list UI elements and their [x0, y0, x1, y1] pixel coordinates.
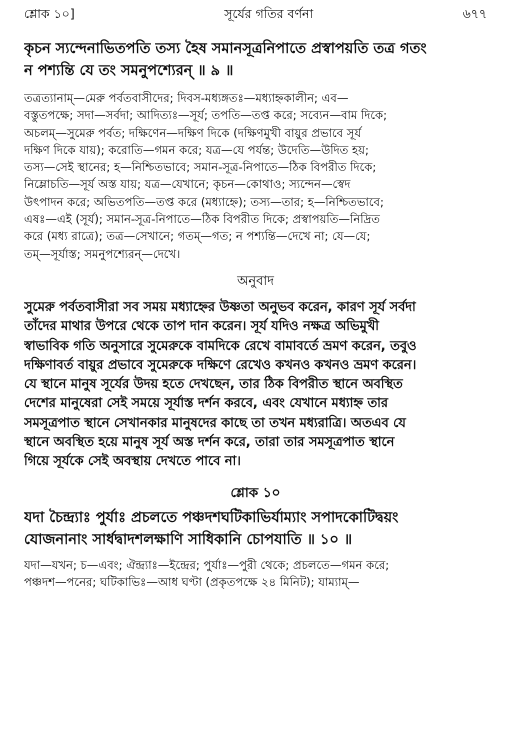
verse-line: কৃচন স্যন্দেনাভিতপতি তস্য হৈষ সমানসূত্রনিপাতে প্রস্বাপয়তি তত্র গতং	[24, 41, 427, 57]
translation-line: স্থানে অবস্থিত হয়ে মানুষ সূর্য অস্ত দর্শন করে, তারা তার সমসূত্রপাত স্থানে	[24, 435, 395, 451]
synonym-line: পঞ্চদশ—পনের; ঘটিকাভিঃ—আধ ঘণ্টা (প্রকৃতপক্ষে ২৪ মিনিট); যাম্যাম্—	[24, 574, 360, 589]
page-header	[24, 6, 487, 32]
synonyms-9	[24, 90, 487, 263]
verse-line: যদা চৈন্দ্র্যাঃ পুর্যাঃ প্রচলতে পঞ্চদশঘটিকাভির্যাম্যাং সপাদকোটিদ্বয়ং	[24, 509, 399, 526]
synonym-line: তম্—সূর্যাস্ত; সমনুপশ্যেরন্—দেখে।	[24, 246, 181, 261]
header-title: সূর্যের গতির বর্ণনা	[224, 6, 314, 21]
shloka-10-heading: শ্লোক ১০	[230, 484, 281, 501]
verse-line: যোজনানাং সার্ধদ্বাদশলক্ষাণি সাধিকানি চোপযাতি ॥ ১০ ॥	[24, 531, 353, 548]
translation-line: দেশের মানুষেরা সেই সময়ে সূর্যাস্ত দর্শন করবে, এবং যেখানে মধ্যাহ্ন তার	[24, 396, 388, 412]
verse-line: ন পশ্যন্তি যে তং সমনুপশ্যেরন্ ॥ ৯ ॥	[24, 63, 234, 79]
synonym-line: যদা—যখন; চ—এবং; ঐন্দ্র্যাঃ—ইন্দ্রের; পুর্যাঃ—পুরী থেকে; প্রচলতে—গমন করে;	[24, 557, 390, 572]
verse-9	[24, 38, 487, 82]
synonym-line: এষঃ—এই (সূর্য); সমান-সূত্র-নিপাতে—ঠিক বিপরীত দিকে; প্রস্বাপয়তি—নিদ্রিত	[24, 212, 380, 227]
synonym-line: তস্য—সেই স্থানের; হ—নিশ্চিতভাবে; সমান-সূত্র-নিপাতে—ঠিক বিপরীত দিকে;	[24, 160, 377, 175]
header-chapter-ref: শ্লোক ১০]	[24, 6, 75, 21]
translation-line: দক্ষিণাবর্ত বায়ুর প্রভাবে সুমেরুকে দক্ষিণে রেখেও কখনও কখনও ভ্রমণ করেন।	[24, 357, 417, 373]
translation-9	[24, 298, 487, 472]
translation-line: সমসূত্রপাত স্থানে সেখানকার মানুষদের কাছে তা তখন মধ্যরাত্রি। অতএব যে	[24, 415, 406, 431]
translation-line: যে স্থানে মানুষ সূর্যের উদয় হতে দেখছেন, তার ঠিক বিপরীত স্থানে অবস্থিত	[24, 377, 403, 393]
synonym-line: করে (মধ্য রাত্রে); তত্র—সেখানে; গতম্—গত; ন পশ্যন্তি—দেখে না; যে—যে;	[24, 229, 371, 244]
verse-10	[24, 507, 487, 551]
translation-heading: অনুবাদ	[237, 273, 274, 289]
translation-line: গিয়ে সূর্যকে সেই অবস্থায় দেখতে পাবে না।	[24, 454, 241, 470]
synonym-line: বস্তুতপক্ষে; সদা—সর্বদা; আদিত্যঃ—সূর্য; তপতি—তপ্ত করে; সব্যেন—বাম দিকে;	[24, 108, 388, 123]
synonym-line: তত্রত্যানাম্—মেরু পর্বতবাসীদের; দিবস-মধ্যঙ্গতঃ—মধ্যাহ্নকালীন; এব—	[24, 91, 349, 105]
translation-line: স্বাভাবিক গতি অনুসারে সুমেরুকে বামদিকে রেখে বামাবর্তে ভ্রমণ করেন, তবুও	[24, 338, 417, 354]
synonym-line: দক্ষিণ দিকে যায়); করোতি—গমন করে; যত্র—যে পর্যন্ত; উদেতি—উদিত হয়;	[24, 142, 369, 157]
synonyms-10	[24, 557, 487, 592]
translation-line: সুমেরু পর্বতবাসীরা সব সময় মধ্যাহ্নের উষ্ণতা অনুভব করেন, কারণ সূর্য সর্বদা	[24, 299, 416, 315]
synonym-line: অচলম্—সুমেরু পর্বত; দক্ষিণেন—দক্ষিণ দিকে (দক্ষিণমুখী বায়ুর প্রভাবে সূর্য	[24, 125, 362, 140]
page-number: ৬৭৭	[462, 6, 487, 21]
translation-line: তাঁদের মাথার উপরে থেকে তাপ দান করেন। সূর্য যদিও নক্ষত্র অভিমুখী	[24, 319, 379, 335]
synonym-line: উৎপাদন করে; অভিতপতি—তপ্ত করে (মধ্যাহ্নে); তস্য—তার; হ—নিশ্চিতভাবে;	[24, 194, 384, 209]
synonym-line: নিম্লোচতি—সূর্য অস্ত যায়; যত্র—যেখানে; কৃচন—কোথাও; স্যন্দেন—স্বেদ	[24, 177, 351, 192]
